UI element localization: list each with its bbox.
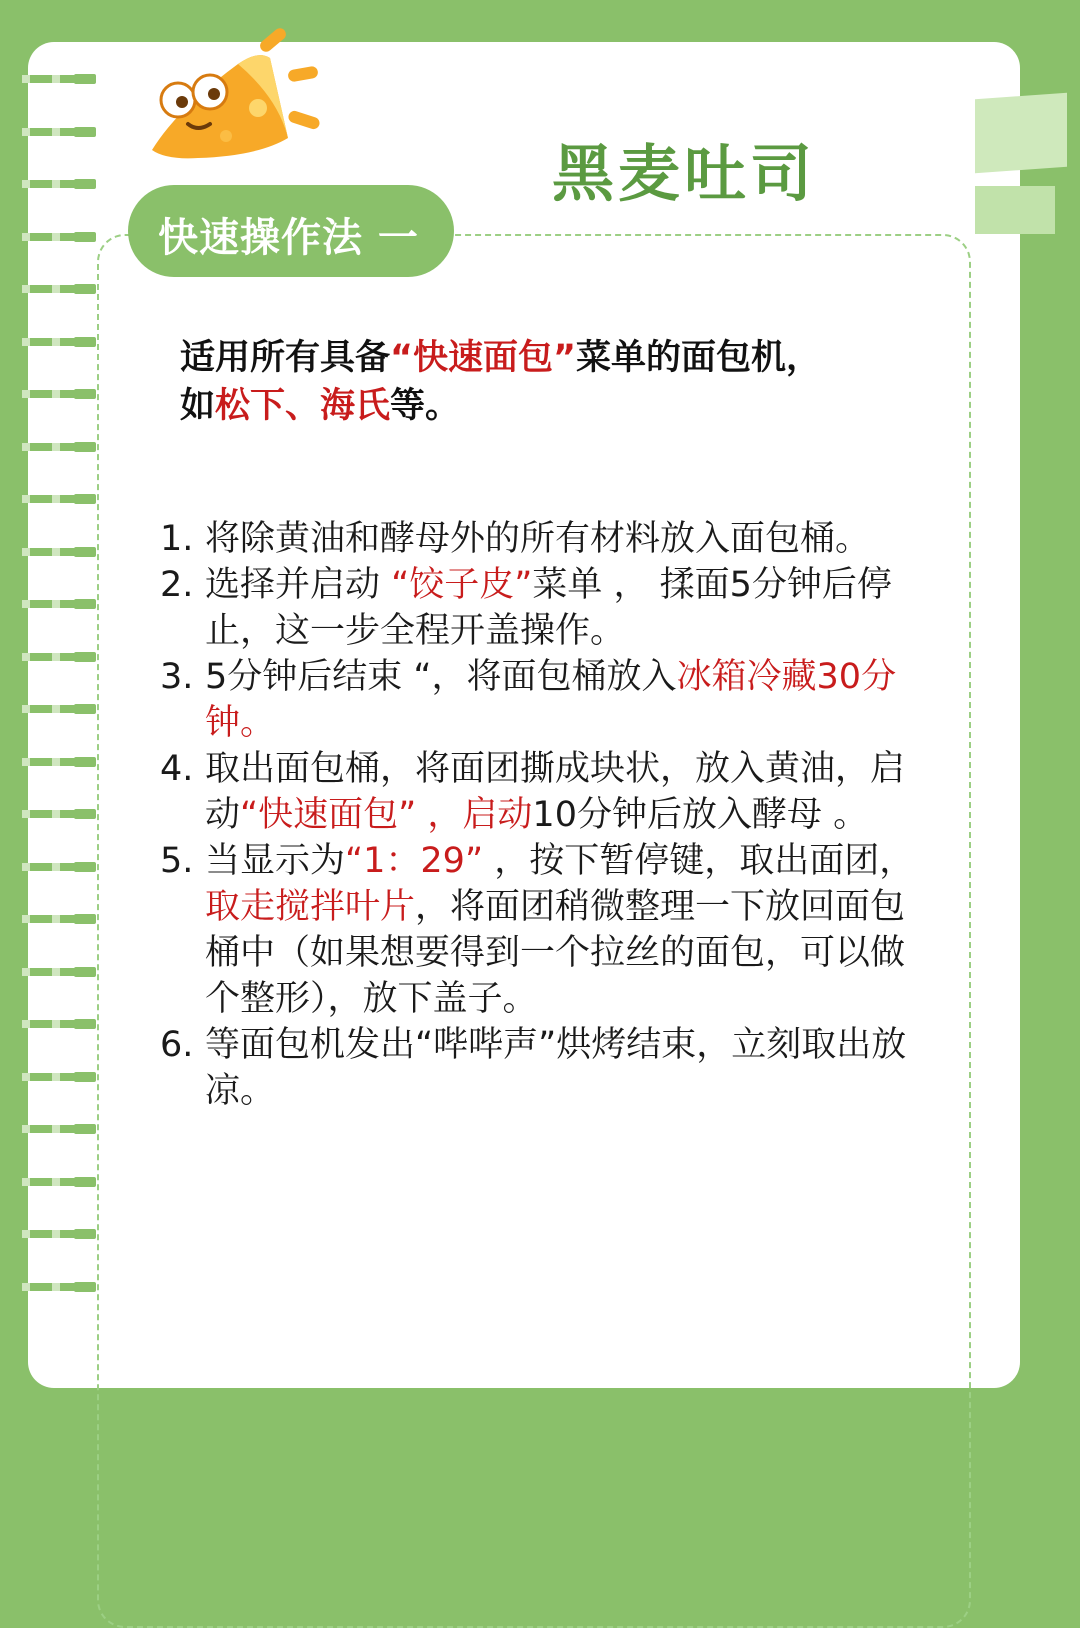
binding-hole: [74, 442, 96, 452]
binding-wire: [0, 705, 84, 713]
binding-hole: [74, 914, 96, 924]
binding-ring: [0, 545, 96, 559]
step-text: 选择并启动: [205, 565, 392, 605]
binding-ring: [0, 335, 96, 349]
binding-hole: [74, 1019, 96, 1029]
step-text: ，将面团稍微整理一下放回面包桶中（如果想要得到一个拉丝的面包，可以做个整形），放下盖子。: [205, 887, 906, 1019]
side-tab-lower: [975, 186, 1055, 234]
binding-hole: [74, 74, 96, 84]
binding-ring: [0, 1175, 96, 1189]
binding-ring: [0, 860, 96, 874]
step-highlight: “快速面包” ，启动: [240, 795, 533, 835]
binding-wire: [0, 1125, 84, 1133]
binding-ring: [0, 1070, 96, 1084]
step-item: [160, 1022, 920, 1114]
binding-hole: [74, 862, 96, 872]
binding-ring: [0, 177, 96, 191]
binding-wire: [0, 600, 84, 608]
step-text: 将除黄油和酵母外的所有材料放入面包桶。: [205, 519, 871, 559]
step-number: 1.: [160, 519, 194, 559]
section-badge-label: 快速操作法 一: [158, 215, 419, 261]
step-item: [160, 746, 920, 838]
binding-wire: [0, 128, 84, 136]
binding-ring: [0, 282, 96, 296]
binding-ring: [0, 440, 96, 454]
intro-text: 等。: [390, 386, 461, 426]
binding-hole: [74, 1124, 96, 1134]
binding-wire: [0, 75, 84, 83]
binding-wire: [0, 495, 84, 503]
binding-ring: [0, 1227, 96, 1241]
binding-ring: [0, 912, 96, 926]
binding-ring: [0, 1017, 96, 1031]
binding-ring: [0, 702, 96, 716]
binding-hole: [74, 389, 96, 399]
binding-hole: [74, 284, 96, 294]
step-number: 5.: [160, 841, 194, 881]
step-item: [160, 838, 920, 1022]
step-highlight: “饺子皮”: [391, 565, 533, 605]
binding-hole: [74, 1282, 96, 1292]
step-item: [160, 516, 920, 562]
binding-wire: [0, 1020, 84, 1028]
step-item: [160, 562, 920, 654]
binding-hole: [74, 494, 96, 504]
step-text: 当显示为: [205, 841, 346, 881]
binding-hole: [74, 127, 96, 137]
step-text: 10分钟后放入酵母 。: [532, 795, 869, 835]
spiral-binding: [0, 72, 96, 1372]
step-item: [160, 654, 920, 746]
side-tab-upper: [975, 93, 1067, 173]
binding-wire: [0, 758, 84, 766]
binding-hole: [74, 967, 96, 977]
step-text: 5分钟后结束 “，将面包桶放入: [205, 657, 677, 697]
binding-wire: [0, 443, 84, 451]
intro-highlight: “快速面包”: [390, 338, 577, 378]
binding-hole: [74, 547, 96, 557]
steps-list: [160, 516, 920, 1114]
binding-ring: [0, 492, 96, 506]
binding-hole: [74, 337, 96, 347]
binding-ring: [0, 230, 96, 244]
binding-wire: [0, 1230, 84, 1238]
cheese-mascot-icon: [138, 28, 338, 178]
binding-hole: [74, 704, 96, 714]
binding-ring: [0, 1122, 96, 1136]
page-title: 黑麦吐司: [552, 137, 817, 210]
binding-wire: [0, 1283, 84, 1291]
intro-paragraph: [180, 334, 920, 430]
binding-ring: [0, 965, 96, 979]
binding-wire: [0, 1178, 84, 1186]
binding-hole: [74, 599, 96, 609]
binding-hole: [74, 652, 96, 662]
binding-hole: [74, 757, 96, 767]
step-highlight: “1：29”: [345, 841, 484, 881]
binding-wire: [0, 915, 84, 923]
binding-wire: [0, 968, 84, 976]
step-number: 3.: [160, 657, 194, 697]
step-highlight: 取走搅拌叶片: [205, 887, 416, 927]
binding-ring: [0, 755, 96, 769]
step-number: 6.: [160, 1025, 194, 1065]
binding-hole: [74, 1072, 96, 1082]
binding-ring: [0, 125, 96, 139]
binding-wire: [0, 338, 84, 346]
binding-hole: [74, 232, 96, 242]
binding-wire: [0, 390, 84, 398]
binding-wire: [0, 548, 84, 556]
step-text: ，按下暂停键，取出面团，: [483, 841, 915, 881]
binding-wire: [0, 1073, 84, 1081]
binding-hole: [74, 179, 96, 189]
binding-wire: [0, 863, 84, 871]
intro-line-2: [180, 382, 920, 430]
binding-ring: [0, 1280, 96, 1294]
intro-highlight: 松下、海氏: [215, 386, 391, 426]
intro-text: 菜单的面包机，: [576, 338, 822, 378]
binding-ring: [0, 650, 96, 664]
binding-ring: [0, 807, 96, 821]
binding-wire: [0, 180, 84, 188]
step-highlight: 冰箱冷藏30分钟。: [205, 657, 897, 743]
intro-line-1: [180, 334, 920, 382]
step-text: 取出面包桶，将面团撕成块状，放入黄油，启动: [205, 749, 906, 835]
binding-wire: [0, 810, 84, 818]
binding-wire: [0, 285, 84, 293]
intro-text: 如: [180, 386, 216, 426]
binding-ring: [0, 597, 96, 611]
step-number: 2.: [160, 565, 194, 605]
binding-wire: [0, 653, 84, 661]
step-text: 等面包机发出“哔哔声”烘烤结束，立刻取出放凉。: [205, 1025, 907, 1111]
step-number: 4.: [160, 749, 194, 789]
binding-hole: [74, 809, 96, 819]
binding-ring: [0, 387, 96, 401]
binding-ring: [0, 72, 96, 86]
binding-wire: [0, 233, 84, 241]
intro-text: 适用所有具备: [180, 338, 391, 378]
step-text: 菜单 ， 揉面5分钟后停止，这一步全程开盖操作。: [205, 565, 892, 651]
binding-hole: [74, 1229, 96, 1239]
binding-hole: [74, 1177, 96, 1187]
